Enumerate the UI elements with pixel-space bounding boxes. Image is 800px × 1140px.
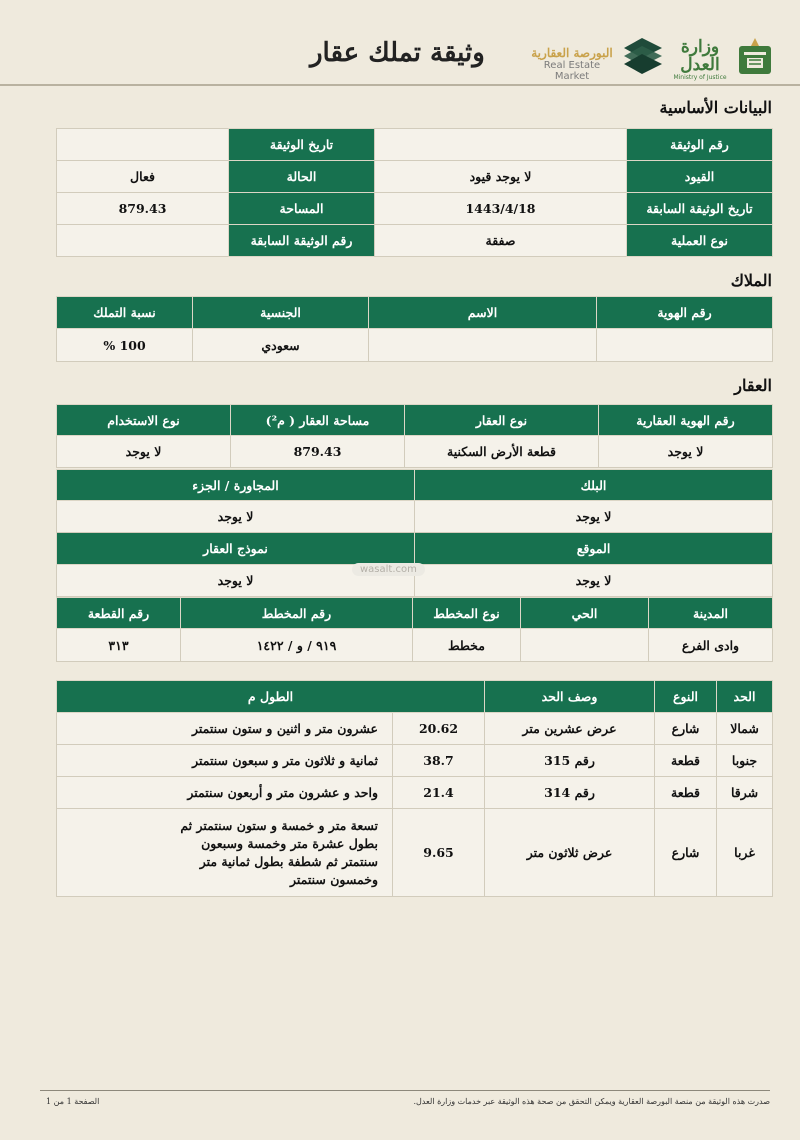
- basic-row: [57, 161, 773, 193]
- plot-number-value: ٣١٣: [57, 629, 181, 662]
- label-doc-date: تاريخ الوثيقة: [229, 129, 375, 161]
- label-doc-number: رقم الوثيقة: [627, 129, 773, 161]
- real-estate-market-logo-icon: [620, 34, 666, 78]
- city-value: وادى الفرع: [649, 629, 773, 662]
- header-neighbor: المجاورة / الجزء: [57, 470, 415, 501]
- label-operation-type: نوع العملية: [627, 225, 773, 257]
- property-row: [57, 436, 773, 468]
- boundary-length-text: واحد و عشرون متر و أربعون سنتمتر: [57, 777, 393, 809]
- district-value: [521, 629, 649, 662]
- basic-row: [57, 129, 773, 161]
- owners-header-row: [57, 297, 773, 329]
- owners-title: الملاك: [730, 271, 772, 290]
- watermark: wasalt.com: [352, 563, 425, 576]
- moj-emblem-icon: [736, 36, 774, 76]
- boundary-length-text: ثمانية و ثلاثون متر و سبعون سنتمتر: [57, 745, 393, 777]
- rem-logo-text: [526, 46, 618, 82]
- value-area: 879.43: [57, 193, 229, 225]
- boundary-type: قطعة: [655, 777, 717, 809]
- property-header-row: [57, 405, 773, 436]
- owner-row: [57, 329, 773, 362]
- boundary-desc: رقم 314: [485, 777, 655, 809]
- boundary-type: شارع: [655, 713, 717, 745]
- location-header-row: [57, 533, 773, 565]
- boundary-row: [57, 809, 773, 897]
- plan-type-value: مخطط: [413, 629, 521, 662]
- header-district: الحي: [521, 598, 649, 629]
- header-block: البلك: [415, 470, 773, 501]
- footer-divider: [40, 1090, 770, 1091]
- block-row: [57, 501, 773, 533]
- boundary-side: جنوبا: [717, 745, 773, 777]
- page-number: الصفحة 1 من 1: [46, 1097, 100, 1106]
- header-boundary-type: النوع: [655, 681, 717, 713]
- boundary-length: 21.4: [393, 777, 485, 809]
- header-property-area: مساحة العقار ( م²): [231, 405, 405, 436]
- footer-note: صدرت هذه الوثيقة من منصة البورصة العقارية ويمكن التحقق من صحة هذه الوثيقة عبر خدمات وزارة العدل.: [413, 1097, 770, 1106]
- value-doc-date: [57, 129, 229, 161]
- boundary-desc: عرض ثلاثون متر: [485, 809, 655, 897]
- boundary-row: [57, 745, 773, 777]
- moj-logo-en: Ministry of Justice: [673, 74, 727, 81]
- header-location: الموقع: [415, 533, 773, 565]
- plan-header-row: [57, 598, 773, 629]
- boundary-length: 38.7: [393, 745, 485, 777]
- header-property-model: نموذج العقار: [57, 533, 415, 565]
- boundary-length-text: تسعة متر و خمسة و ستون سنتمتر ثم بطول عشرة متر وخمسة وسبعون سنتمتر ثم شطفة بطول ثمانية متر وخمسون سنتمتر: [57, 809, 393, 897]
- boundary-side: شرقا: [717, 777, 773, 809]
- value-doc-number: [375, 129, 627, 161]
- value-operation-type: صفقة: [375, 225, 627, 257]
- boundary-row: [57, 713, 773, 745]
- document-title: وثيقة تملك عقار: [310, 38, 485, 68]
- boundary-side: شمالا: [717, 713, 773, 745]
- property-table-2: [56, 469, 773, 597]
- location-value: لا يوجد: [415, 565, 773, 597]
- header-plot-number: رقم القطعة: [57, 598, 181, 629]
- moj-logo-ar: وزارة العدل: [680, 37, 720, 75]
- owner-name: [369, 329, 597, 362]
- value-prev-doc-date: 1443/4/18: [375, 193, 627, 225]
- header-nationality: الجنسية: [193, 297, 369, 329]
- boundary-type: قطعة: [655, 745, 717, 777]
- property-type: قطعة الأرض السكنية: [405, 436, 599, 468]
- moj-logo-text: [670, 38, 730, 81]
- plan-number-value: ٩١٩ / و / ١٤٢٢: [181, 629, 413, 662]
- header-id-number: رقم الهوية: [597, 297, 773, 329]
- property-title: العقار: [734, 376, 772, 395]
- owners-table: [56, 296, 773, 362]
- property-table-1: [56, 404, 773, 468]
- boundaries-header-row: [57, 681, 773, 713]
- neighbor-value: لا يوجد: [57, 501, 415, 533]
- owner-nationality: سعودي: [193, 329, 369, 362]
- rem-logo-ar: البورصة العقارية: [531, 46, 613, 60]
- header-divider: [0, 84, 800, 86]
- value-restrictions: لا يوجد قيود: [375, 161, 627, 193]
- label-status: الحالة: [229, 161, 375, 193]
- owner-ratio: 100 %: [57, 329, 193, 362]
- boundary-desc: عرض عشرين متر: [485, 713, 655, 745]
- header-side: الحد: [717, 681, 773, 713]
- header-property-id: رقم الهوية العقارية: [599, 405, 773, 436]
- boundary-side: غربا: [717, 809, 773, 897]
- value-prev-doc-number: [57, 225, 229, 257]
- header-name: الاسم: [369, 297, 597, 329]
- model-value: لا يوجد: [57, 565, 415, 597]
- property-id: لا يوجد: [599, 436, 773, 468]
- boundary-length: 9.65: [393, 809, 485, 897]
- label-area: المساحة: [229, 193, 375, 225]
- block-header-row: [57, 470, 773, 501]
- header-boundary-desc: وصف الحد: [485, 681, 655, 713]
- header-plan-type: نوع المخطط: [413, 598, 521, 629]
- header-property-type: نوع العقار: [405, 405, 599, 436]
- basic-info-title: البيانات الأساسية: [659, 98, 772, 117]
- boundary-desc: رقم 315: [485, 745, 655, 777]
- boundaries-table: [56, 680, 773, 897]
- property-usage: لا يوجد: [57, 436, 231, 468]
- basic-row: [57, 225, 773, 257]
- boundary-row: [57, 777, 773, 809]
- label-prev-doc-date: تاريخ الوثيقة السابقة: [627, 193, 773, 225]
- boundary-length-text: عشرون متر و اثنين و ستون سنتمتر: [57, 713, 393, 745]
- value-status: فعال: [57, 161, 229, 193]
- label-restrictions: القيود: [627, 161, 773, 193]
- property-area: 879.43: [231, 436, 405, 468]
- owner-id: [597, 329, 773, 362]
- plan-row: [57, 629, 773, 662]
- basic-row: [57, 193, 773, 225]
- boundary-length: 20.62: [393, 713, 485, 745]
- property-table-3: [56, 597, 773, 662]
- header-ownership-ratio: نسبة التملك: [57, 297, 193, 329]
- basic-info-table: [56, 128, 773, 257]
- block-value: لا يوجد: [415, 501, 773, 533]
- label-prev-doc-number: رقم الوثيقة السابقة: [229, 225, 375, 257]
- header-length: الطول م: [57, 681, 485, 713]
- header-city: المدينة: [649, 598, 773, 629]
- document-header: [0, 12, 800, 82]
- header-usage-type: نوع الاستخدام: [57, 405, 231, 436]
- boundary-type: شارع: [655, 809, 717, 897]
- rem-logo-en: Real Estate Market: [543, 60, 601, 82]
- header-plan-number: رقم المخطط: [181, 598, 413, 629]
